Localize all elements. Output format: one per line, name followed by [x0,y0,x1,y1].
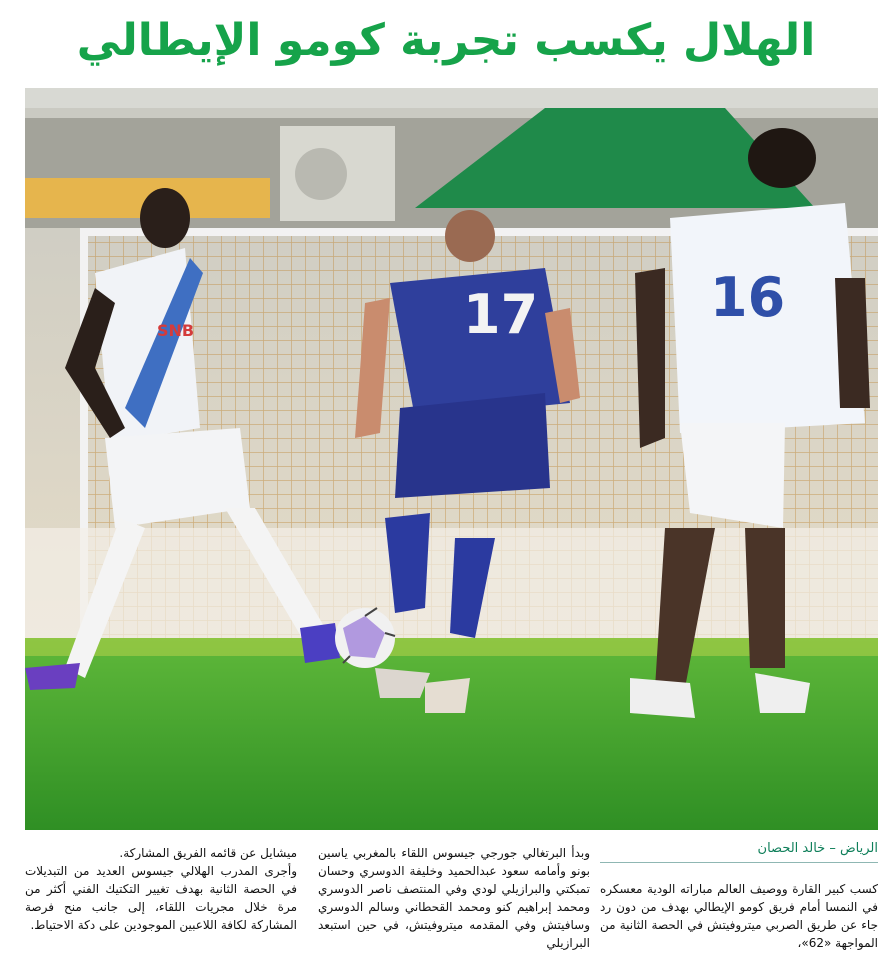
player-center-number: 17 [463,283,539,346]
football [335,608,395,668]
article-column-right [600,880,878,952]
sponsor-text: SNB [157,321,195,340]
paragraph: ميشايل عن قائمه الفريق المشاركة. [119,846,297,860]
article-column-middle [318,844,590,952]
paragraph: وبدأ البرتغالي جورجي جيسوس اللقاء بالمغربي ياسين بونو وأمامه سعود عبدالحميد وخليفة الدوسري وحسان تمبكتي والبرازيلي لودي وفي المنتصف ناصر الدوسري ومحمد إبراهيم كنو ومحمد القحطاني وسالم الدوسري وسافيتش وفي المقدمه ميتروفيتش، في حين استبعد البرازيلي [318,846,590,950]
match-photo [25,88,878,830]
player-right-number: 16 [710,266,786,329]
paragraph: وأجرى المدرب الهلالي جيسوس العديد من التبديلات في الحصة الثانية بهدف تغيير التكتيك الفني أكثر من مرة خلال مجريات اللقاء، إلى جانب منح فرصة المشاركة لكافة اللاعبين الموجودين على دكة الاحتياط. [25,864,297,932]
article-headline: الهلال يكسب تجربة كومو الإيطالي [76,14,816,66]
article-column-left [25,844,297,934]
paragraph: كسب كبير القارة ووصيف العالم مباراته الودية معسكره في النمسا أمام فريق كومو الإيطالي بهدف من دون رد جاء عن طريق الصربي ميتروفيتش في الحصة الثانية من المواجهة «62»، [600,882,878,950]
byline: الرياض – خالد الحصان [600,836,878,863]
